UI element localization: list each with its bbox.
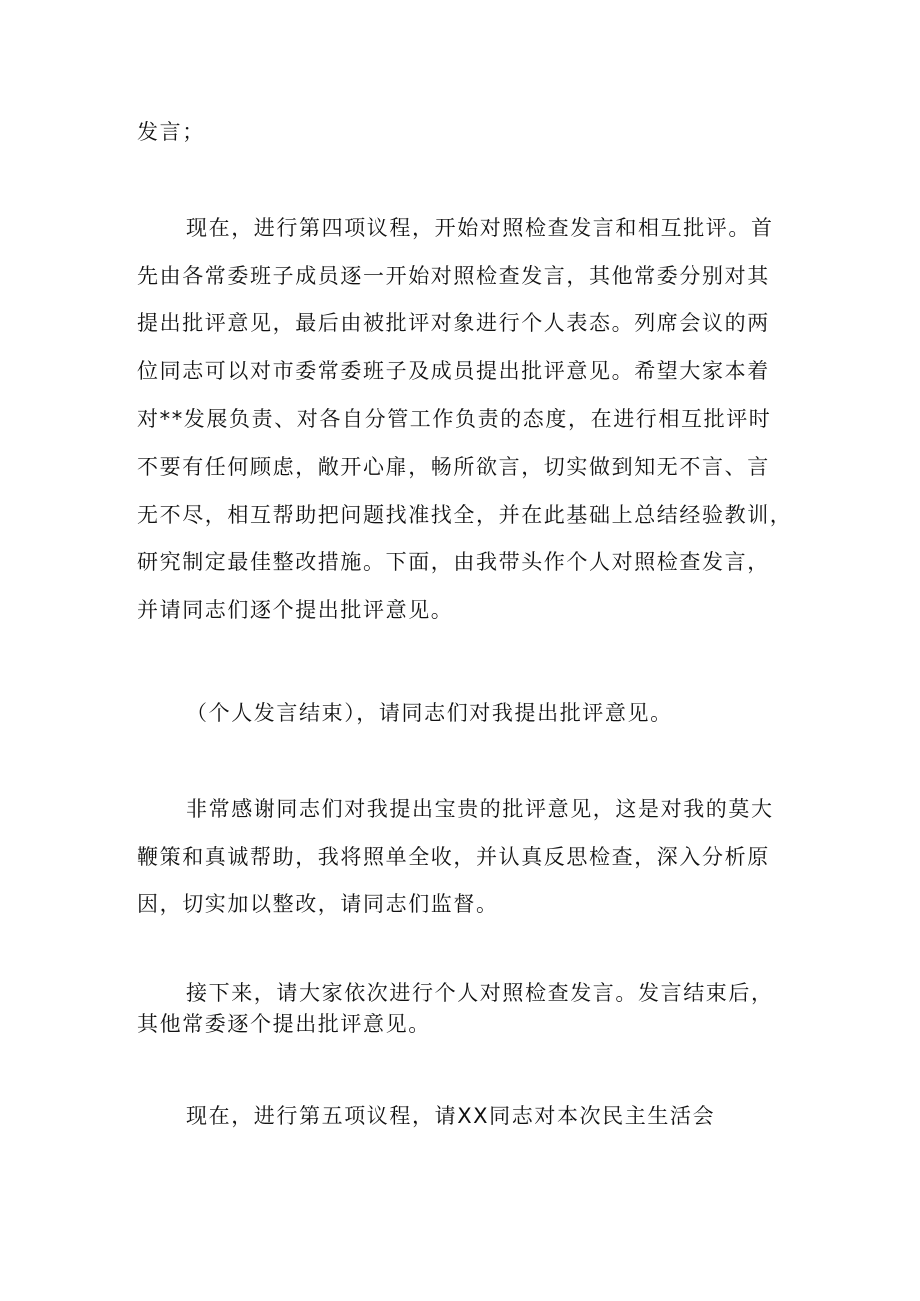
text-line: 非常感谢同志们对我提出宝贵的批评意见，这是对我的莫大 bbox=[186, 797, 774, 821]
text-line: 鞭策和真诚帮助，我将照单全收，并认真反思检查，深入分析原 bbox=[137, 845, 770, 869]
text-line: 提出批评意见，最后由被批评对象进行个人表态。列席会议的两 bbox=[137, 311, 770, 335]
text-line: 因，切实加以整改，请同志们监督。 bbox=[137, 892, 499, 916]
text-line: 现在，进行第五项议程，请XX同志对本次民主生活会 bbox=[186, 1104, 716, 1128]
text-line: 对**发展负责、对各自分管工作负责的态度，在进行相互批评时 bbox=[137, 407, 772, 431]
text-line: 不要有任何顾虑，敞开心扉，畅所欲言，切实做到知无不言、言 bbox=[137, 455, 770, 479]
text-line: 现在，进行第四项议程，开始对照检查发言和相互批评。首 bbox=[186, 216, 774, 240]
text-line: 先由各常委班子成员逐一开始对照检查发言，其他常委分别对其 bbox=[137, 264, 770, 288]
text-line: 其他常委逐个提出批评意见。 bbox=[137, 1012, 431, 1036]
text-line: 位同志可以对市委常委班子及成员提出批评意见。希望大家本着 bbox=[137, 359, 770, 383]
text-line: 无不尽，相互帮助把问题找准找全，并在此基础上总结经验教训， bbox=[137, 503, 793, 527]
text-line: （个人发言结束），请同志们对我提出批评意见。 bbox=[186, 701, 673, 725]
text-line: 接下来，请大家依次进行个人对照检查发言。发言结束后， bbox=[186, 981, 774, 1005]
text-line: 并请同志们逐个提出批评意见。 bbox=[137, 598, 454, 622]
text-line: 研究制定最佳整改措施。下面，由我带头作个人对照检查发言， bbox=[137, 550, 770, 574]
text-line: 发言； bbox=[137, 120, 205, 144]
